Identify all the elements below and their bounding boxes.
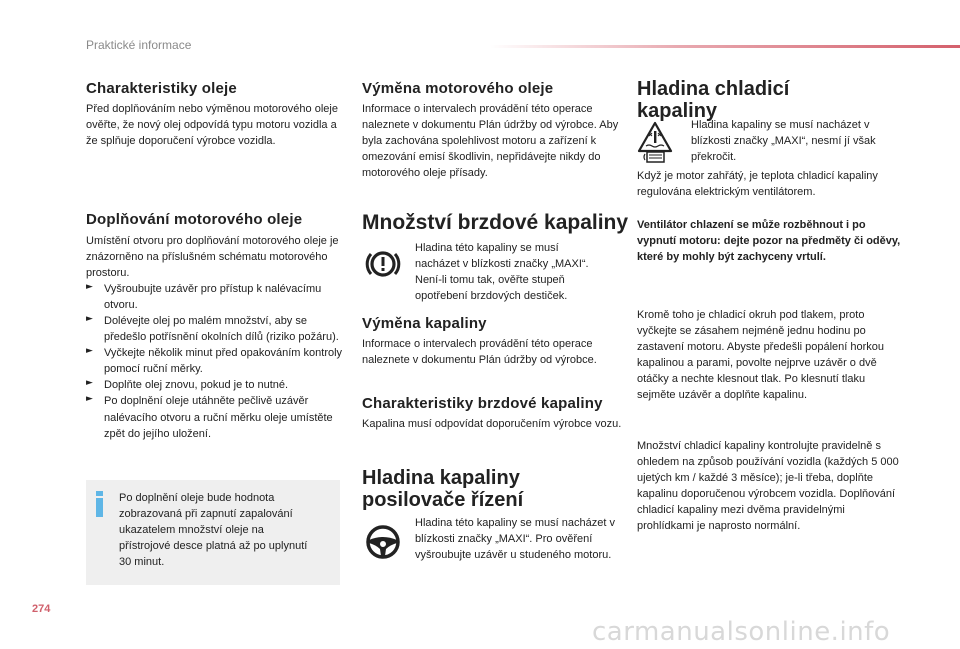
list-item: ► Dolévejte olej po malém množství, aby se předešlo potřísnění okolních dílů (riziko požáru). <box>86 314 339 344</box>
power-steering-text: Hladina této kapaliny se musí nacházet v blízkosti značky „MAXI“. Pro ověření vyšroubujte uzávěr u studeného motoru. <box>415 517 615 562</box>
coolant-warning-icon <box>637 121 673 163</box>
bullet-arrow-icon: ► <box>86 378 93 389</box>
coolant-heading: Hladina chladicí kapaliny <box>637 78 790 122</box>
brake-fluid-characteristics-heading: Charakteristiky brzdové kapaliny <box>362 395 603 412</box>
power-steering-heading: Hladina kapaliny posilovače řízení <box>362 467 524 511</box>
list-item: ► Po doplnění oleje utáhněte pečlivě uzávěr nalévacího otvoru a ruční měrku oleje umístěte zpět do jejího uložení. <box>86 394 333 440</box>
bullet-arrow-icon: ► <box>86 282 93 293</box>
oil-characteristics-text: Před doplňováním nebo výměnou motorového oleje ověřte, že nový olej odpovídá typu motoru vozidla a že splňuje doporučení výrobce vozidla. <box>86 103 338 148</box>
coolant-text-regulation: Když je motor zahřátý, je teplota chladicí kapaliny regulována elektrickým ventilátorem. <box>637 170 878 199</box>
oil-filling-intro: Umístění otvoru pro doplňování motorového oleje je znázorněno na příslušném schématu motorového prostoru. <box>86 235 339 280</box>
bullet-arrow-icon: ► <box>86 394 93 405</box>
list-item: ► Vyčkejte několik minut před opakováním kontroly pomocí ruční měrky. <box>86 346 343 376</box>
fluid-change-heading: Výměna kapaliny <box>362 315 487 332</box>
fluid-change-text: Informace o intervalech provádění této operace naleznete v dokumentu Plán údržby od výrobce. <box>362 338 597 367</box>
bullet-arrow-icon: ► <box>86 314 93 325</box>
oil-characteristics-heading: Charakteristiky oleje <box>86 80 237 97</box>
brake-warning-icon <box>364 245 402 283</box>
oil-filling-section <box>86 233 348 442</box>
info-icon <box>96 491 103 517</box>
oil-change-heading: Výměna motorového oleje <box>362 80 554 97</box>
coolant-text-check: Množství chladicí kapaliny kontrolujte pravidelně s ohledem na způsob používání vozidla (každých 5 000 ujetých km / každé 3 měsíce); je-li třeba, doplňte kapalinu doporučenou výrobcem vozidla. Doplňování chladicí kapaliny mezi dvěma pravidelnými prohlídkami je naprosto normální. <box>637 440 899 533</box>
brake-fluid-heading: Množství brzdové kapaliny <box>362 211 629 234</box>
info-box <box>86 480 340 585</box>
oil-change-text: Informace o intervalech provádění této operace naleznete v dokumentu Plán údržby od výrobce. Aby byla zachována spolehlivost motoru a zařízení k omezování emisí škodlivin, nepřidávejte nikdy do motorového oleje přísady. <box>362 103 619 180</box>
header-accent-bar <box>490 45 960 48</box>
coolant-text-pressure: Kromě toho je chladicí okruh pod tlakem, proto vyčkejte se zásahem nejméně jednu hodinu po zastavení motoru. Abyste předešli popálení horkou kapalinou a parami, povolte nejprve uzávěr o dvě otáčky a nechte klesnout tlak. Po klesnutí tlaku sejměte uzávěr a doplňte kapalinu. <box>637 309 885 402</box>
coolant-icon-text: Hladina kapaliny se musí nacházet v blízkosti značky „MAXI“, nesmí jí však překročit. <box>691 119 876 164</box>
coolant-fan-warning: Ventilátor chlazení se může rozběhnout i po vypnutí motoru: dejte pozor na předměty či oděvy, které by mohly být zachyceny vrtulí. <box>637 219 901 264</box>
info-text: Po doplnění oleje bude hodnota zobrazovaná při zapnutí zapalování ukazatelem množství oleje na přístrojové desce platná až po uplynutí 30 minut. <box>119 492 308 569</box>
brake-fluid-text: Hladina této kapaliny se musí nacházet v blízkosti značky „MAXI“. Není-li tomu tak, ověřte stupeň opotřebení brzdových destiček. <box>415 242 589 303</box>
oil-filling-steps <box>86 281 348 441</box>
page-number: 274 <box>32 603 51 615</box>
bullet-arrow-icon: ► <box>86 346 93 357</box>
brake-fluid-characteristics-text: Kapalina musí odpovídat doporučením výrobce vozu. <box>362 418 622 430</box>
steering-wheel-icon <box>364 523 402 561</box>
list-item: ► Doplňte olej znovu, pokud je to nutné. <box>86 378 289 392</box>
watermark: carmanualsonline.info <box>592 617 891 647</box>
section-header: Praktické informace <box>86 38 192 52</box>
oil-filling-heading: Doplňování motorového oleje <box>86 211 303 228</box>
list-item: ► Vyšroubujte uzávěr pro přístup k nalévacímu otvoru. <box>86 282 322 312</box>
